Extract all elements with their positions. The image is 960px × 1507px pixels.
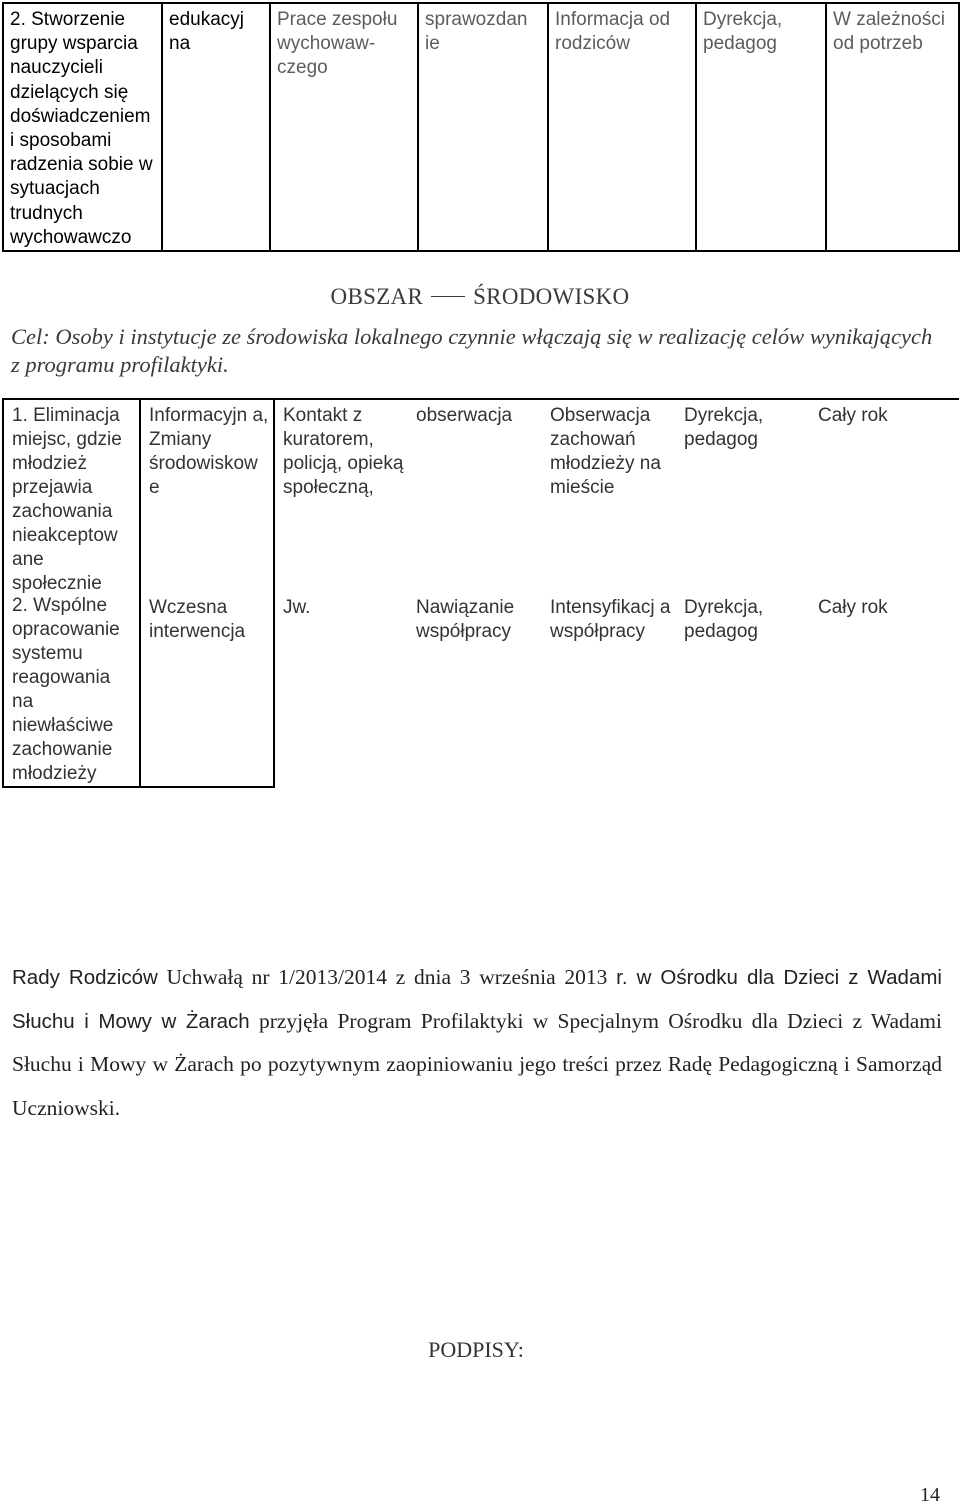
dash-divider	[431, 296, 465, 297]
effect-text: Intensyfikacj a współpracy	[550, 597, 671, 642]
table-cell: Dyrekcja, pedagog	[696, 3, 826, 251]
table-cell	[810, 399, 959, 787]
resolution-text: Uchwałą nr 1/2013/2014 z dnia 3 września 2013	[157, 965, 617, 989]
term-text: Cały rok	[818, 597, 888, 618]
task-text: 1. Eliminacja miejsc, gdzie młodzież przejawia zachowania nieakceptow ane społecznie	[12, 405, 122, 594]
environment-table	[2, 398, 959, 788]
table-cell	[542, 399, 676, 787]
table-cell	[408, 399, 542, 787]
section-title-part1: OBSZAR	[330, 284, 424, 309]
table-cell: Informacja od rodziców	[548, 3, 696, 251]
table-cell: Prace zespołu wychowaw-czego	[270, 3, 418, 251]
method-text: Kontakt z kuratorem, policją, opieką społeczną,	[283, 405, 404, 498]
table-row	[3, 3, 959, 251]
table-cell: 2. Stworzenie grupy wsparcia nauczycieli dzielących się doświadczeniem i sposobami radzenia sobie w sytuacjach trudnych wychowawczo	[3, 3, 162, 251]
table-row	[3, 399, 959, 787]
table-cell	[274, 399, 408, 787]
task-text: 2. Wspólne opracowanie systemu reagowania na niewłaściwe zachowanie młodzieży	[12, 595, 120, 784]
section-title	[0, 284, 960, 310]
evaluation-text: Nawiązanie współpracy	[416, 597, 515, 642]
resolution-text: Rady Rodziców	[12, 966, 158, 989]
form-text: Wczesna interwencja	[149, 597, 246, 642]
table-cell: edukacyj na	[162, 3, 270, 251]
section-goal: Cel: Osoby i instytucje ze środowiska lokalnego czynnie włączają się w realizację celów wynikających z programu profilaktyki.	[11, 324, 933, 377]
effect-text: Obserwacja zachowań młodzieży na mieście	[550, 405, 661, 498]
resolution-text: przyjęła Program Profilaktyki w Specjalnym Ośrodku dla Dzieci z Wadami Słuchu i Mowy w Żarach po pozytywnym zaopiniowaniu jego treści przez Radę Pedagogiczną i Samorząd Uczniowski.	[12, 1008, 942, 1120]
signatures-label: PODPISY:	[428, 1337, 524, 1362]
table-cell: W zależności od potrzeb	[826, 3, 959, 251]
method-text: Jw.	[283, 597, 311, 618]
evaluation-text: obserwacja	[416, 405, 513, 426]
table-cell	[3, 399, 140, 787]
table-cell	[676, 399, 810, 787]
responsible-text: Dyrekcja, pedagog	[684, 597, 764, 642]
form-text: Informacyjn a, Zmiany środowiskow e	[149, 405, 269, 498]
section-title-part2: ŚRODOWISKO	[473, 284, 630, 309]
resolution-paragraph	[12, 956, 942, 1130]
responsible-text: Dyrekcja, pedagog	[684, 405, 764, 450]
page-number: 14	[920, 1484, 940, 1506]
table-cell: sprawozdan ie	[418, 3, 548, 251]
top-table	[2, 2, 960, 252]
term-text: Cały rok	[818, 405, 888, 426]
table-cell	[140, 399, 274, 787]
resolution-text: r. w Ośrodku dla Dzieci z Wadami Słuchu i Mowy w Żarach	[12, 966, 942, 1033]
